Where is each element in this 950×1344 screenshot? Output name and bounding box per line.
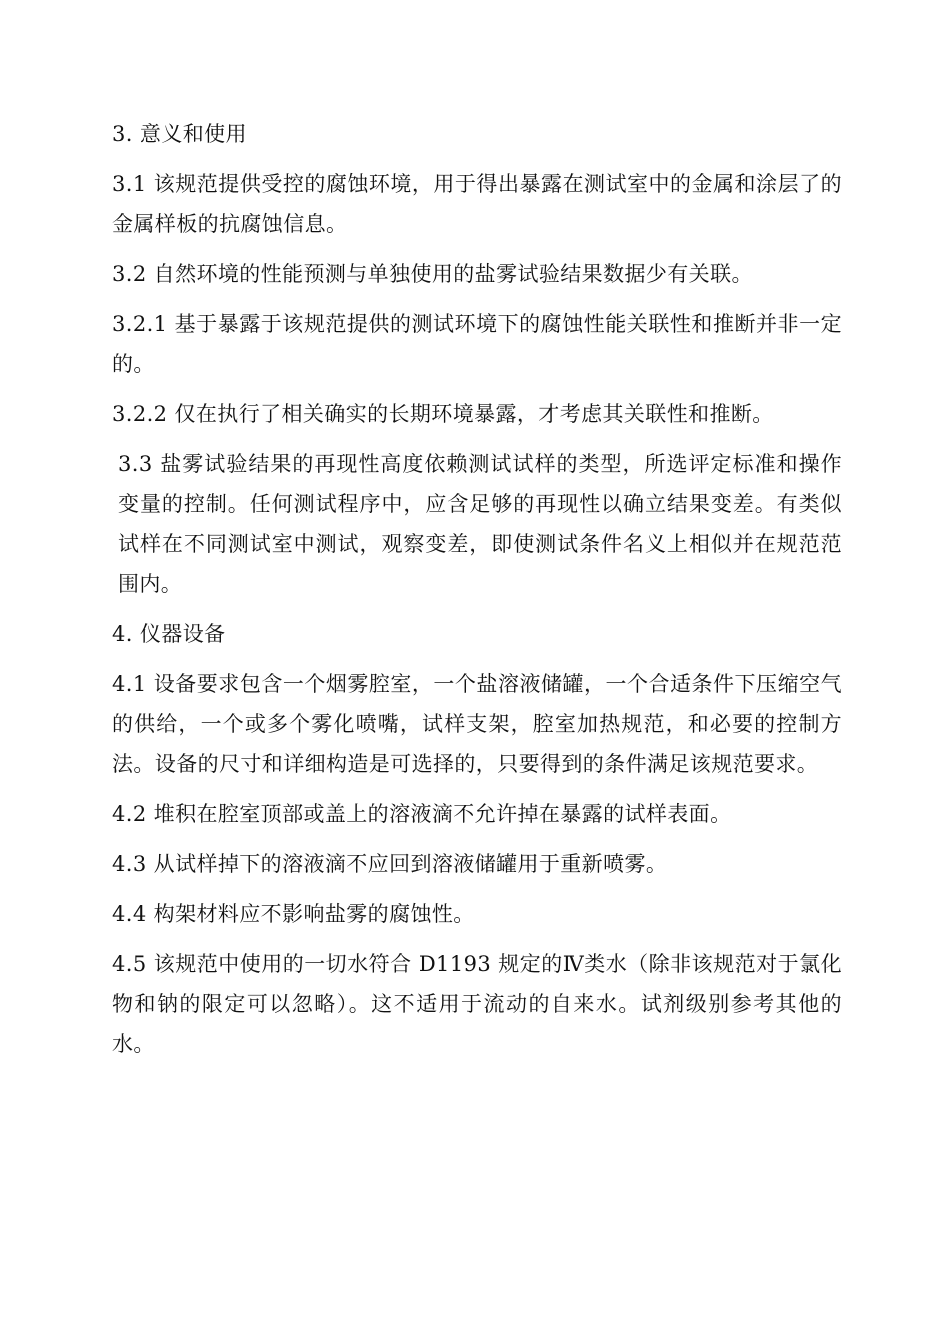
paragraph-3-1: 3.1 该规范提供受控的腐蚀环境，用于得出暴露在测试室中的金属和涂层了的金属样板的抗腐蚀信息。 (112, 172, 842, 236)
paragraph-4-1: 4.1 设备要求包含一个烟雾腔室，一个盐溶液储罐，一个合适条件下压缩空气的供给，一个或多个雾化喷嘴，试样支架，腔室加热规范，和必要的控制方法。设备的尺寸和详细构造是可选择的，只要得到的条件满足该规范要求。 (112, 672, 842, 776)
document-body (112, 114, 842, 1074)
paragraph-4-4: 4.4 构架材料应不影响盐雾的腐蚀性。 (112, 902, 475, 926)
paragraph-3-2: 3.2 自然环境的性能预测与单独使用的盐雾试验结果数据少有关联。 (112, 262, 753, 286)
paragraph-3-2-1: 3.2.1 基于暴露于该规范提供的测试环境下的腐蚀性能关联性和推断并非一定的。 (112, 312, 842, 376)
paragraph-4-3: 4.3 从试样掉下的溶液滴不应回到溶液储罐用于重新喷雾。 (112, 852, 668, 876)
heading-section-3: 3. 意义和使用 (112, 122, 247, 146)
paragraph-3-3: 3.3 盐雾试验结果的再现性高度依赖测试试样的类型，所选评定标准和操作变量的控制。任何测试程序中，应含足够的再现性以确立结果变差。有类似试样在不同测试室中测试，观察变差，即使测试条件名义上相似并在规范范围内。 (118, 452, 842, 596)
paragraph-4-2: 4.2 堆积在腔室顶部或盖上的溶液滴不允许掉在暴露的试样表面。 (112, 802, 732, 826)
heading-section-4: 4. 仪器设备 (112, 622, 226, 646)
paragraph-4-5: 4.5 该规范中使用的一切水符合 D1193 规定的Ⅳ类水（除非该规范对于氯化物和钠的限定可以忽略）。这不适用于流动的自来水。试剂级别参考其他的水。 (112, 952, 842, 1056)
paragraph-3-2-2: 3.2.2 仅在执行了相关确实的长期环境暴露，才考虑其关联性和推断。 (112, 402, 774, 426)
